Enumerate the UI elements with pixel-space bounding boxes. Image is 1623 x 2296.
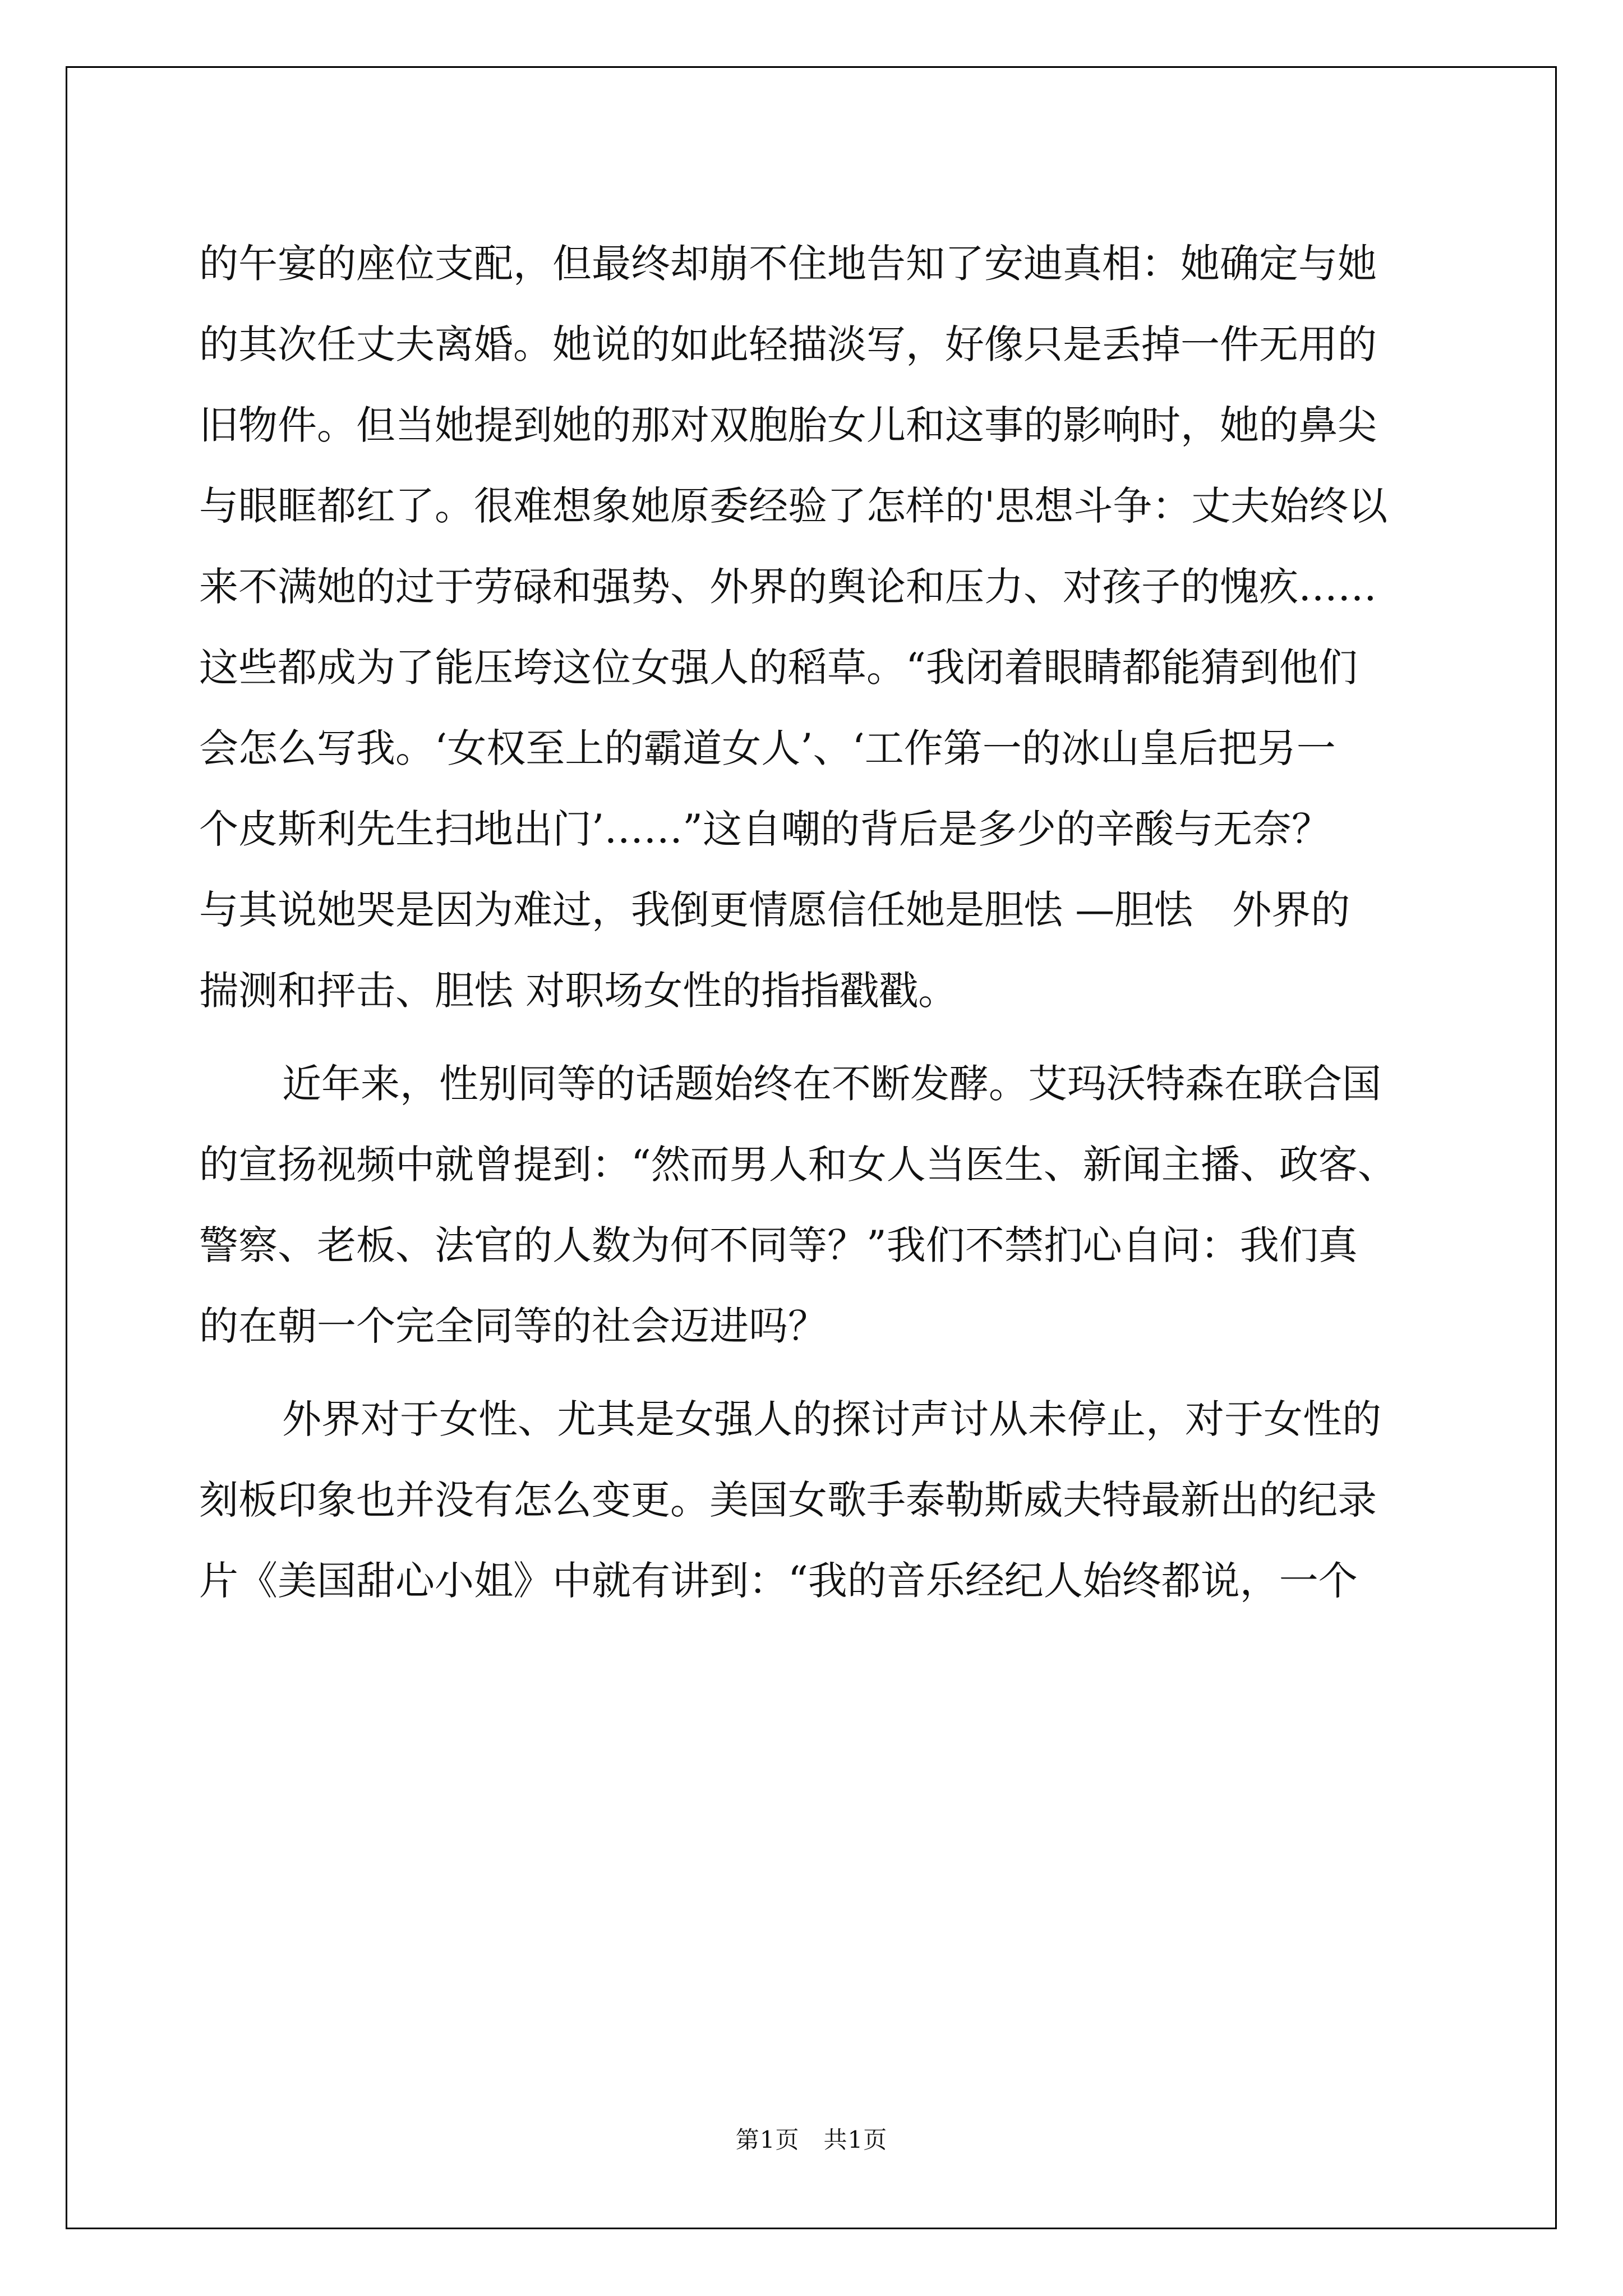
- page-footer: [0, 2122, 1623, 2155]
- text-line: 的其次任丈夫离婚。她说的如此轻描淡写，好像只是丢掉一件无用的: [199, 321, 1377, 367]
- text-line: 揣测和抨击、胆怯 对职场女性的指指戳戳。: [199, 968, 958, 1014]
- text-line: 刻板印象也并没有怎么变更。美国女歌手泰勒斯威夫特最新出的纪录: [199, 1477, 1377, 1523]
- text-line: 会怎么写我。‘女权至上的霸道女人’、‘工作第一的冰山皇后把另一: [199, 725, 1336, 771]
- text-line: 近年来，性别同等的话题始终在不断发酵。艾玛沃特森在联合国: [282, 1061, 1381, 1107]
- text-line: 与其说她哭是因为难过，我倒更情愿信任她是胆怯 —胆怯 外界的: [199, 887, 1350, 933]
- text-line: 与眼眶都红了。很难想象她原委经验了怎样的'思想斗争：丈夫始终以: [199, 483, 1388, 529]
- paragraph: [199, 223, 1495, 1031]
- text-line: 外界对于女性、尤其是女强人的探讨声讨从未停止，对于女性的: [282, 1396, 1381, 1442]
- document-body: [199, 223, 1495, 1621]
- paragraph: [199, 1043, 1495, 1366]
- text-line: 旧物件。但当她提到她的那对双胞胎女儿和这事的影响时，她的鼻尖: [199, 402, 1377, 448]
- text-line: 这些都成为了能压垮这位女强人的稻草。“我闭着眼睛都能猜到他们: [199, 645, 1358, 691]
- text-line: 的在朝一个完全同等的社会迈进吗？: [199, 1303, 827, 1349]
- text-line: 来不满她的过于劳碌和强势、外界的舆论和压力、对孩子的愧疚……: [199, 564, 1377, 610]
- paragraph-gap: [199, 1366, 1495, 1379]
- text-line: 的午宴的座位支配，但最终却崩不住地告知了安迪真相：她确定与她: [199, 241, 1377, 287]
- text-line: 片《美国甜心小姐》中就有讲到：“我的音乐经纪人始终都说，一个: [199, 1558, 1358, 1604]
- text-line: 警察、老板、法官的人数为何不同等？”我们不禁扪心自问：我们真: [199, 1222, 1358, 1268]
- page-number-label: 第1页 共1页: [735, 2126, 888, 2154]
- text-line: 的宣扬视频中就曾提到：“然而男人和女人当医生、新闻主播、政客、: [199, 1142, 1397, 1188]
- text-line: 个皮斯利先生扫地出门’……”这自嘲的背后是多少的辛酸与无奈？: [199, 806, 1331, 852]
- paragraph-gap: [199, 1031, 1495, 1043]
- paragraph: [199, 1379, 1495, 1621]
